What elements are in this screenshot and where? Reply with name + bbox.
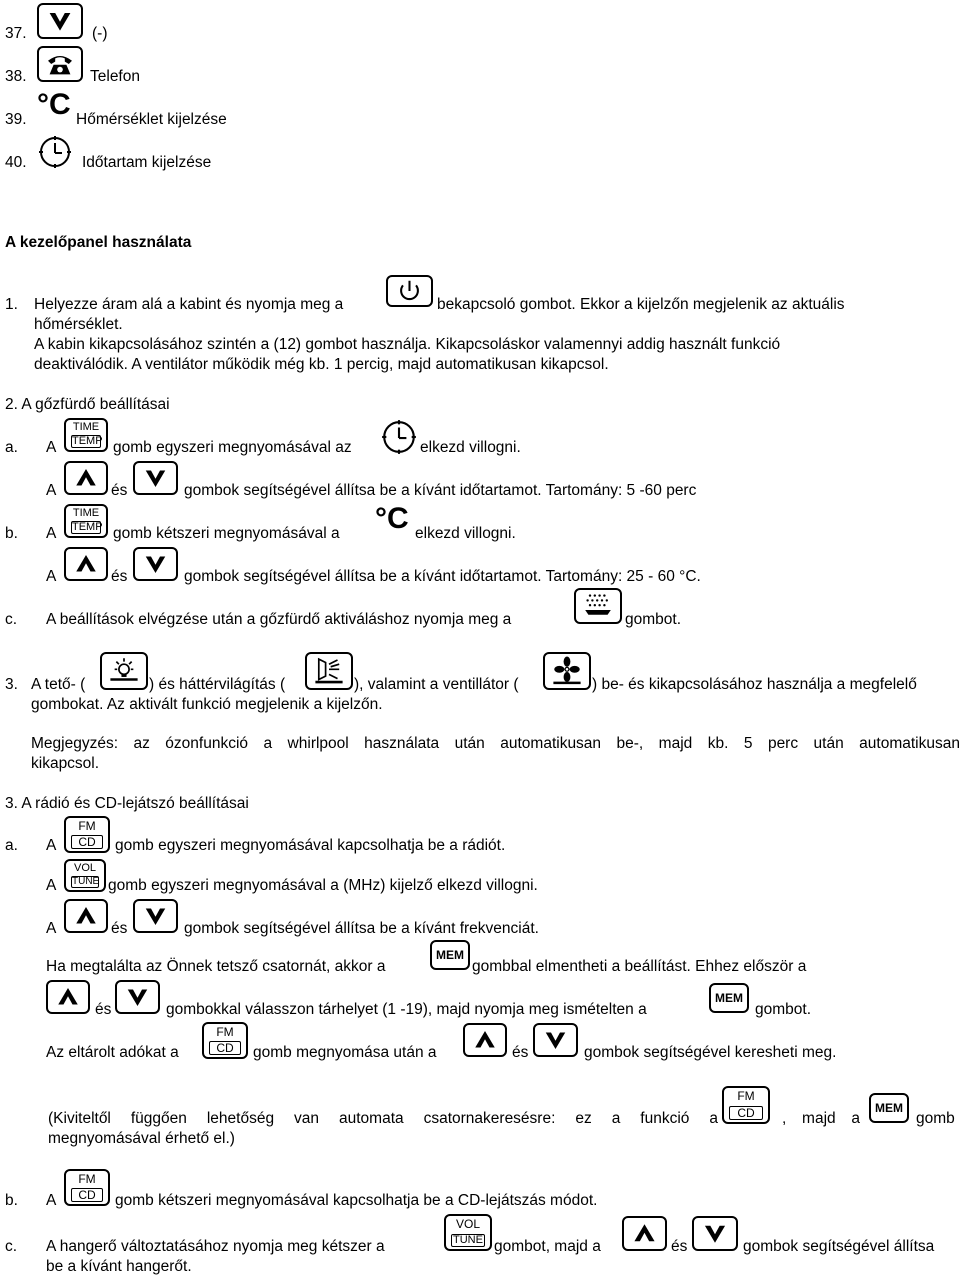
item2-a-mark: a.: [5, 439, 18, 456]
item3-t1: A tető- (: [31, 676, 86, 693]
item3b-p2: megnyomásával érhető el.): [48, 1130, 235, 1147]
list-label-38: Telefon: [90, 68, 140, 85]
item2-b-mid: gomb kétszeri megnyomásával a: [113, 525, 340, 542]
down-arrow-icon: [133, 461, 178, 495]
list-label-39: Hőmérséklet kijelzése: [76, 111, 227, 128]
item3b-c-post: gombok segítségével állítsa: [743, 1238, 935, 1255]
item3b-c-mark: c.: [5, 1238, 18, 1255]
item3b-p1-pre: (Kiviteltől függően lehetőség van automata csatornakeresésre: ez a funkció a: [48, 1110, 718, 1127]
down-arrow-icon: [692, 1216, 738, 1251]
time-temp-icon: TIME TEMP: [64, 504, 108, 538]
up-arrow-icon: [64, 899, 108, 933]
item3b-a3-es: és: [111, 920, 128, 937]
item3-t3: ), valamint a ventillátor (: [354, 676, 519, 693]
celsius-icon: °C: [375, 502, 409, 535]
item1-post: bekapcsoló gombot. Ekkor a kijelzőn megjelenik az aktuális: [437, 296, 845, 313]
list-num-37: 37.: [5, 25, 27, 42]
item3b-a-mark: a.: [5, 837, 18, 854]
mem-icon: MEM: [869, 1093, 909, 1123]
list-num-40: 40.: [5, 154, 27, 171]
item2-b2-pre: A: [46, 568, 57, 585]
item3b-a6-mid: gomb megnyomása után a: [253, 1044, 437, 1061]
fan-icon: [543, 652, 591, 690]
item3b-c-pre: A hangerő változtatásához nyomja meg kétszer a: [46, 1238, 385, 1255]
item3b-b-post: gomb kétszeri megnyomásával kapcsolhatja be a CD-lejátszás módot.: [115, 1192, 598, 1209]
list-label-37: (-): [92, 25, 108, 42]
up-arrow-icon: [622, 1216, 667, 1251]
fm-cd-icon: FM CD: [64, 816, 110, 853]
item3b-p1-mid: , majd a: [782, 1110, 860, 1127]
item2-b-post: elkezd villogni.: [415, 525, 516, 542]
item2-c-post: gombot.: [625, 611, 682, 628]
fm-cd-icon: FM CD: [64, 1169, 110, 1206]
item2-a2-pre: A: [46, 482, 57, 499]
backlight-icon: [305, 652, 353, 690]
down-arrow-icon: [133, 899, 178, 933]
item1-line3: A kabin kikapcsolásához szintén a (12) gombot használja. Kikapcsoláskor valamennyi addig használt funkció: [34, 336, 781, 353]
item3b-a2-post: gomb egyszeri megnyomásával a (MHz) kijelző elkezd villogni.: [108, 877, 538, 894]
clock-icon: [37, 134, 73, 170]
item2-c-pre: A beállítások elvégzése után a gőzfürdő aktiváláshoz nyomja meg a: [46, 611, 512, 628]
item3-note-line1: Megjegyzés: az ózonfunkció a whirlpool használata után automatikusan be-, majd kb. 5 perc után automatikusan: [31, 735, 960, 752]
item3b-b-pre: A: [46, 1192, 57, 1209]
down-arrow-icon: [115, 980, 160, 1014]
item3b-a1-pre: A: [46, 837, 57, 854]
fm-cd-icon: FM CD: [202, 1022, 248, 1059]
item2-b-pre: A: [46, 525, 57, 542]
item1-line2: hőmérséklet.: [34, 316, 123, 333]
item3b-a6-es: és: [512, 1044, 529, 1061]
down-arrow-icon: [133, 547, 178, 581]
item2-a-mid: gomb egyszeri megnyomásával az: [113, 439, 352, 456]
mem-icon: MEM: [430, 940, 470, 970]
item2-heading: 2. A gőzfürdő beállításai: [5, 396, 170, 413]
item1-pre: Helyezze áram alá a kabint és nyomja meg a: [34, 296, 344, 313]
item3-t4: ) be- és kikapcsolásához használja a megfelelő: [592, 676, 917, 693]
item3b-a2-pre: A: [46, 877, 57, 894]
up-arrow-icon: [46, 980, 90, 1014]
down-arrow-icon: [533, 1023, 578, 1057]
item3b-a5-es: és: [95, 1001, 112, 1018]
up-arrow-icon: [463, 1023, 507, 1057]
clock-icon: [380, 418, 418, 456]
item3b-b-mark: b.: [5, 1192, 18, 1209]
item1-num: 1.: [5, 296, 18, 313]
down-arrow-icon: [37, 3, 83, 39]
item3b-a5-post: gombot.: [755, 1001, 812, 1018]
item3b-c-line2: be a kívánt hangerőt.: [46, 1258, 192, 1275]
vol-tune-icon: VOL TUNE: [64, 859, 106, 892]
item3b-a1-post: gomb egyszeri megnyomásával kapcsolhatja be a rádiót.: [115, 837, 506, 854]
item2-b2-post: gombok segítségével állítsa be a kívánt időtartamot. Tartomány: 25 - 60 °C.: [184, 568, 701, 585]
vol-tune-icon: VOL TUNE: [444, 1214, 492, 1251]
item1-line4: deaktiválódik. A ventilátor működik még kb. 1 percig, majd automatikusan kikapcsol.: [34, 356, 609, 373]
power-icon: [386, 275, 433, 307]
steam-icon: [574, 588, 622, 624]
item2-b2-es: és: [111, 568, 128, 585]
item3-t2: ) és háttérvilágítás (: [149, 676, 286, 693]
list-num-39: 39.: [5, 111, 27, 128]
item2-c-mark: c.: [5, 611, 18, 628]
item2-a2-es: és: [111, 482, 128, 499]
item3b-a3-pre: A: [46, 920, 57, 937]
item3-num: 3.: [5, 676, 18, 693]
item3b-a4-post: gombbal elmentheti a beállítást. Ehhez először a: [472, 958, 807, 975]
up-arrow-icon: [64, 461, 108, 495]
list-label-40: Időtartam kijelzése: [82, 154, 212, 171]
item3-note-line2: kikapcsol.: [31, 755, 100, 772]
fm-cd-icon: FM CD: [722, 1086, 770, 1124]
telephone-icon: [37, 46, 83, 82]
section-title: A kezelőpanel használata: [5, 234, 192, 251]
item3b-a6-pre: Az eltárolt adókat a: [46, 1044, 179, 1061]
item3b-c-mid: gombot, majd a: [494, 1238, 601, 1255]
item3b-a4-pre: Ha megtalálta az Önnek tetsző csatornát, akkor a: [46, 958, 386, 975]
celsius-icon: °C: [37, 88, 71, 121]
mem-icon: MEM: [709, 983, 749, 1013]
item3-line2: gombokat. Az aktivált funkció megjelenik a kijelzőn.: [31, 696, 383, 713]
item2-a2-post: gombok segítségével állítsa be a kívánt időtartamot. Tartomány: 5 -60 perc: [184, 482, 697, 499]
item3b-a3-post: gombok segítségével állítsa be a kívánt frekvenciát.: [184, 920, 539, 937]
item3b-heading: 3. A rádió és CD-lejátszó beállításai: [5, 795, 249, 812]
item2-b-mark: b.: [5, 525, 18, 542]
list-num-38: 38.: [5, 68, 27, 85]
item2-a-pre: A: [46, 439, 57, 456]
up-arrow-icon: [64, 547, 108, 581]
item3b-p1-post: gomb: [916, 1110, 955, 1127]
item3b-c-es: és: [671, 1238, 688, 1255]
item3b-a5-mid: gombokkal válasszon tárhelyet (1 -19), majd nyomja meg ismételten a: [166, 1001, 647, 1018]
item3b-a6-post: gombok segítségével keresheti meg.: [584, 1044, 837, 1061]
item2-a-post: elkezd villogni.: [420, 439, 521, 456]
time-temp-icon: TIME TEMP: [64, 418, 108, 452]
roof-light-icon: [100, 652, 148, 690]
